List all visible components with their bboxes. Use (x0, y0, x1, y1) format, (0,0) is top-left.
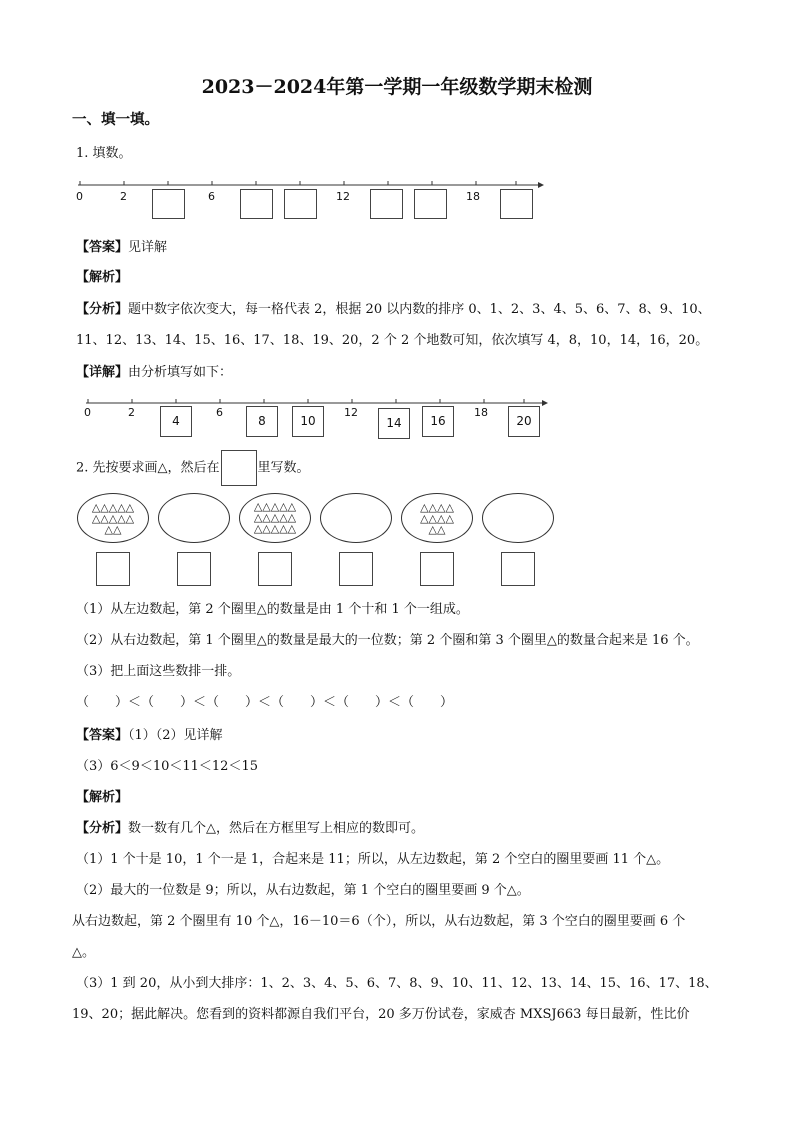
section-heading: 一、填一填。 (72, 111, 159, 128)
answer-box[interactable] (370, 189, 403, 219)
tick-label: 2 (128, 406, 135, 419)
q2-explain3: 从右边数起，第 2 个圈里有 10 个△，16－10＝6（个），所以，从右边数起，第 3 个空白的圈里要画 6 个 (72, 914, 686, 929)
q1-analysis-line (76, 298, 711, 317)
ellipse-circle-empty[interactable] (320, 493, 392, 543)
triangle-row: △△△△ (420, 512, 454, 525)
triangle-group (244, 501, 306, 534)
q2-answer (76, 724, 223, 743)
triangle-row: △△△△△ (91, 512, 135, 525)
q2-analysis (76, 817, 424, 836)
q2-part1: （1）从左边数起，第 2 个圈里△的数量是由 1 个十和 1 个一组成。 (76, 602, 469, 617)
count-box[interactable] (420, 552, 454, 586)
answer-text: （1）（2）见详解 (128, 728, 223, 743)
q2-label-b: 里写数。 (257, 460, 310, 476)
triangle-row: △△△△△ (253, 500, 297, 513)
tick-label: 12 (344, 406, 358, 419)
q2-explain1: （1）1 个十是 10，1 个一是 1，合起来是 11；所以，从左边数起，第 2 个空白的圈里要画 11 个△。 (76, 852, 670, 867)
fenxi-tag: 【分析】 (76, 302, 129, 317)
tick-label: 0 (84, 406, 91, 419)
answer-text: 见详解 (128, 240, 168, 255)
count-box[interactable] (501, 552, 535, 586)
analysis-tag: 【解析】 (76, 270, 129, 285)
q1-label: 1. 填数。 (76, 146, 132, 161)
filled-box: 8 (246, 406, 278, 437)
ellipse-circle-empty[interactable] (482, 493, 554, 543)
triangle-row: △△△△ (420, 501, 454, 514)
answer-tag: 【答案】 (76, 240, 129, 255)
tick-label: 0 (76, 190, 83, 203)
q2-explain3b: △。 (72, 945, 95, 960)
answer-box[interactable] (152, 189, 185, 219)
triangle-group (82, 502, 144, 535)
tick-label: 18 (474, 406, 488, 419)
tick-label: 12 (336, 190, 350, 203)
q1-detail (76, 361, 232, 380)
q1-answer (76, 236, 167, 255)
answer-box[interactable] (240, 189, 273, 219)
q2-answer-line2: （3）6＜9＜10＜11＜12＜15 (76, 759, 258, 774)
count-box[interactable] (339, 552, 373, 586)
answer-box[interactable] (414, 189, 447, 219)
tick-label: 6 (208, 190, 215, 203)
order-line: （ ）＜（ ）＜（ ）＜（ ）＜（ ）＜（ ） (76, 695, 454, 710)
triangle-row: △△△△△ (253, 511, 297, 524)
tick-label: 18 (466, 190, 480, 203)
answer-tag: 【答案】 (76, 728, 129, 743)
tick-label: 2 (120, 190, 127, 203)
inline-box (221, 450, 257, 486)
ellipse-circle (77, 493, 149, 543)
xiangjie-tag: 【详解】 (76, 365, 129, 380)
answer-box[interactable] (284, 189, 317, 219)
q2-explain2: （2）最大的一位数是 9；所以，从右边数起，第 1 个空白的圈里要画 9 个△。 (76, 883, 530, 898)
count-box[interactable] (177, 552, 211, 586)
q2-explain4b: 19、20；据此解决。您看到的资料都源自我们平台，20 多万份试卷，家威杏 MXSJ663 每日最新，性比价 (72, 1007, 690, 1022)
triangle-row: △△△△△ (91, 501, 135, 514)
q2-part3: （3）把上面这些数排一排。 (76, 664, 241, 679)
q2-part2: （2）从右边数起，第 1 个圈里△的数量是最大的一位数；第 2 个圈和第 3 个圈里△的数量合起来是 16 个。 (76, 633, 699, 648)
q2-label-a: 2. 先按要求画△，然后在 (76, 460, 220, 476)
ellipse-circle (401, 493, 473, 543)
q2-label (76, 450, 310, 486)
filled-box: 20 (508, 406, 540, 437)
fenxi-text: 数一数有几个△，然后在方框里写上相应的数即可。 (128, 821, 425, 836)
q2-explain4: （3）1 到 20，从小到大排序：1、2、3、4、5、6、7、8、9、10、11、12、13、14、15、16、17、18、 (76, 976, 718, 991)
count-box[interactable] (258, 552, 292, 586)
ellipse-circle (239, 493, 311, 543)
q1-analysis-line2: 11、12、13、14、15、16、17、18、19、20，2 个 2 个地数可知，依次填写 4，8，10，14，16，20。 (76, 333, 709, 348)
xiangjie-text: 由分析填写如下： (128, 365, 233, 380)
answer-box[interactable] (500, 189, 533, 219)
filled-box: 4 (160, 406, 192, 437)
triangle-row: △△△△△ (253, 522, 297, 535)
filled-box: 16 (422, 406, 454, 437)
fenxi-tag: 【分析】 (76, 821, 129, 836)
count-box[interactable] (96, 552, 130, 586)
filled-box: 10 (292, 406, 324, 437)
triangle-row: △△ (428, 523, 446, 536)
filled-box: 14 (378, 408, 410, 439)
ellipse-circle-empty[interactable] (158, 493, 230, 543)
analysis-tag: 【解析】 (76, 790, 129, 805)
page-title: 2023－2024年第一学期一年级数学期末检测 (201, 76, 593, 98)
tick-label: 6 (216, 406, 223, 419)
triangle-row: △△ (104, 523, 122, 536)
triangle-group (406, 502, 468, 535)
fenxi-text: 题中数字依次变大，每一格代表 2，根据 20 以内数的排序 0、1、2、3、4、5、6、7、8、9、10、 (128, 302, 711, 317)
